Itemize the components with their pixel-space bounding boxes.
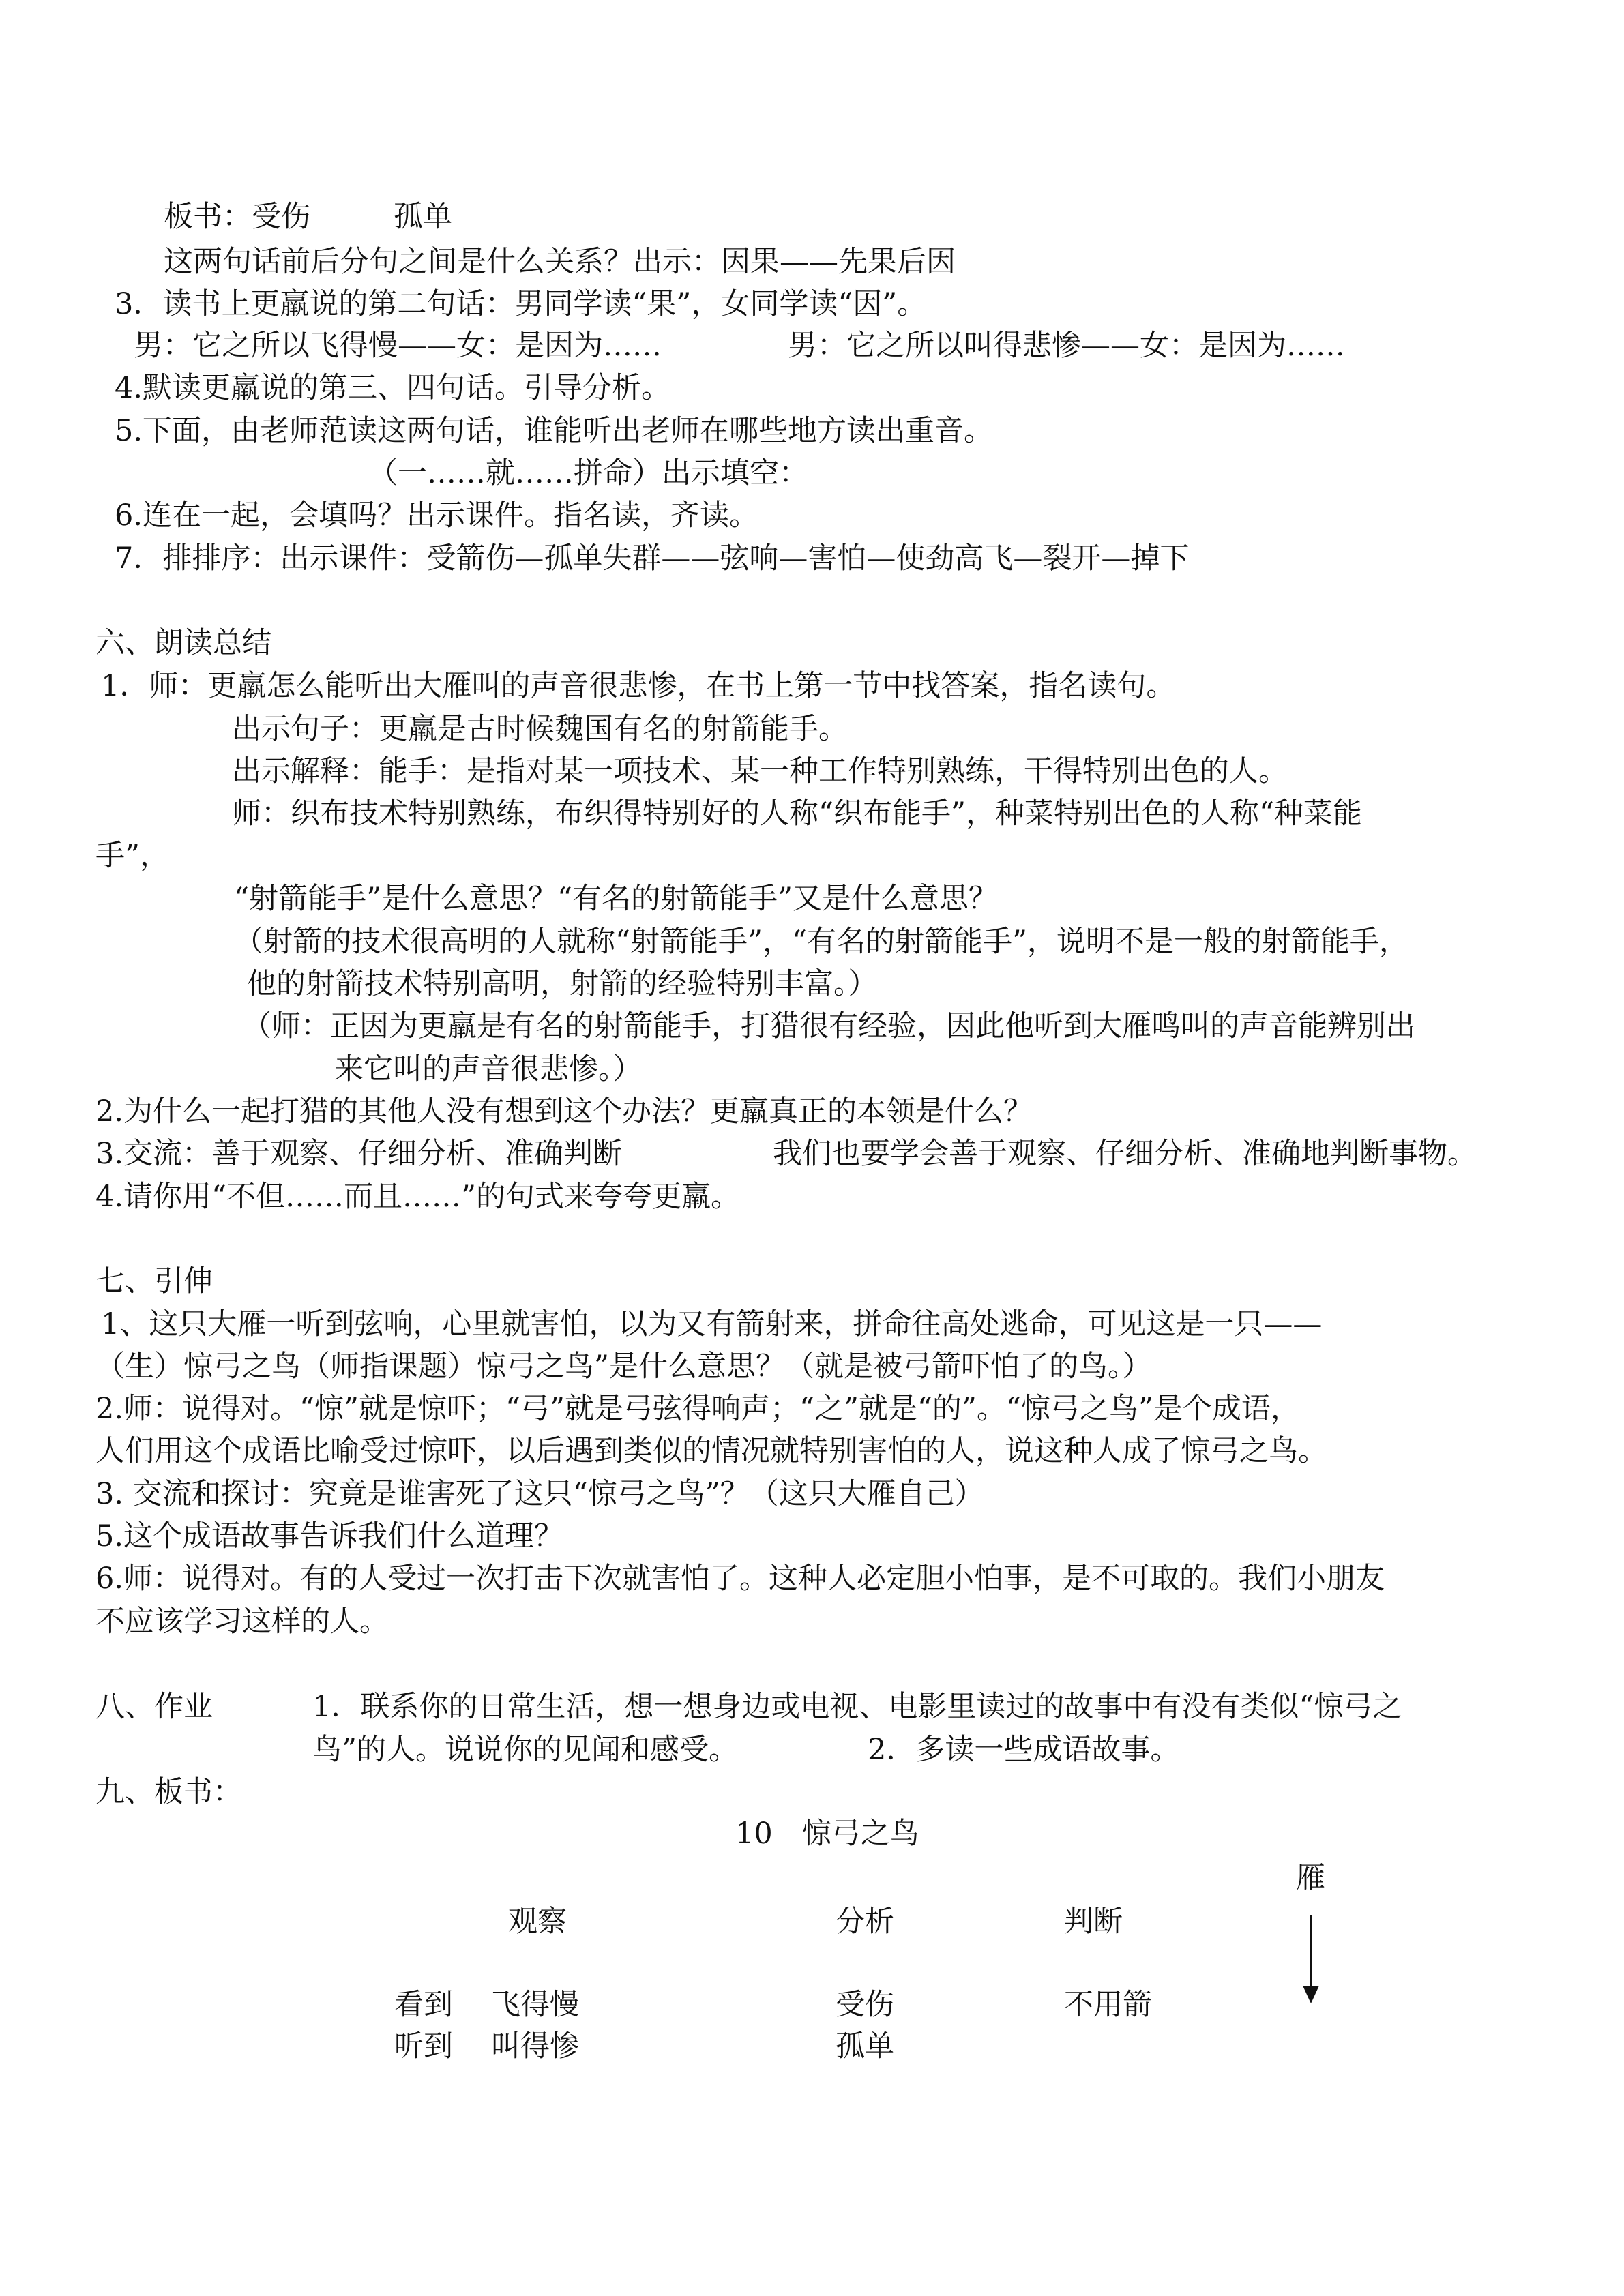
- board-col-guancha: 观察: [508, 1905, 567, 1939]
- text-line: 他的射箭技术特别高明，射箭的经验特别丰富。）: [247, 967, 878, 1001]
- text-line: （生）惊弓之鸟（师指课题）惊弓之鸟”是什么意思？（就是被弓箭吓怕了的鸟。）: [95, 1350, 1152, 1384]
- text-line: 1、这只大雁一听到弦响，心里就害怕，以为又有箭射来，拼命往高处逃命，可见这是一只——: [101, 1307, 1323, 1341]
- section-heading: 八、作业: [95, 1690, 213, 1724]
- text-line: 4.默读更羸说的第三、四句话。引导分析。: [115, 371, 671, 405]
- text-line: （师：正因为更羸是有名的射箭能手，打猎很有经验，因此他听到大雁鸣叫的声音能辨别出: [242, 1009, 1415, 1043]
- board-cell: 受伤: [836, 1988, 894, 2022]
- text-line: 板书：受伤: [164, 200, 310, 234]
- board-row-label: 看到: [394, 1988, 453, 2022]
- text-line: 不应该学习这样的人。: [95, 1605, 389, 1639]
- text-line: 我们也要学会善于观察、仔细分析、准确地判断事物。: [773, 1137, 1477, 1171]
- section-heading: 九、板书：: [95, 1775, 242, 1809]
- board-cell: 飞得慢: [491, 1988, 579, 2022]
- text-line: 男：它之所以叫得悲惨——女：是因为……: [788, 329, 1345, 363]
- text-line: 师：织布技术特别熟练，布织得特别好的人称“织布能手”，种菜特别出色的人称“种菜能: [232, 796, 1362, 831]
- text-line: 人们用这个成语比喻受过惊吓，以后遇到类似的情况就特别害怕的人，说这种人成了惊弓之鸟。: [95, 1434, 1327, 1468]
- text-line: 这两句话前后分句之间是什么关系？出示：因果——先果后因: [164, 245, 956, 279]
- text-line: 出示句子：更羸是古时候魏国有名的射箭能手。: [232, 712, 848, 746]
- board-title: 10 惊弓之鸟: [735, 1817, 919, 1851]
- text-line: 3. 交流和探讨：究竟是谁害死了这只“惊弓之鸟”？（这只大雁自己）: [95, 1477, 984, 1511]
- board-col-panduan: 判断: [1064, 1905, 1123, 1939]
- board-row-label: 听到: [394, 2029, 453, 2063]
- board-cell: 不用箭: [1064, 1988, 1152, 2022]
- section-heading: 七、引伸: [95, 1264, 213, 1298]
- text-line: 男：它之所以飞得慢——女：是因为……: [134, 329, 662, 363]
- text-line: 4.请你用“不但……而且……”的句式来夸夸更羸。: [95, 1180, 740, 1214]
- text-line: 2.师：说得对。“惊”就是惊吓；“弓”就是弓弦得响声；“之”就是“的”。“惊弓之鸟”是个成语，: [95, 1392, 1300, 1426]
- text-line: 2．多读一些成语故事。: [868, 1733, 1180, 1767]
- text-line: 3.交流：善于观察、仔细分析、准确判断: [95, 1137, 623, 1171]
- text-line: 鸟”的人。说说你的见闻和感受。: [312, 1733, 738, 1767]
- board-yan: 雁: [1296, 1861, 1325, 1895]
- text-line: 出示解释：能手：是指对某一项技术、某一种工作特别熟练，干得特别出色的人。: [232, 754, 1288, 788]
- section-heading: 六、朗读总结: [95, 626, 271, 660]
- text-line: （射箭的技术很高明的人就称“射箭能手”，“有名的射箭能手”，说明不是一般的射箭能手，: [234, 925, 1408, 959]
- text-line: 7．排排序：出示课件：受箭伤—孤单失群——弦响—害怕—使劲高飞—裂开—掉下: [115, 541, 1190, 576]
- text-line: （一……就……拼命）出示填空：: [368, 456, 808, 490]
- text-line: “射箭能手”是什么意思？“有名的射箭能手”又是什么意思？: [234, 882, 998, 916]
- text-line: 5.下面，由老师范读这两句话，谁能听出老师在哪些地方读出重音。: [115, 414, 994, 448]
- text-line: 手”，: [95, 839, 169, 873]
- text-line: 来它叫的声音很悲惨。）: [334, 1052, 643, 1086]
- text-line: 1．师：更羸怎么能听出大雁叫的声音很悲惨，在书上第一节中找答案，指名读句。: [101, 669, 1176, 703]
- board-col-fenxi: 分析: [836, 1905, 894, 1939]
- text-line: 3．读书上更羸说的第二句话：男同学读“果”，女同学读“因”。: [115, 287, 927, 321]
- board-cell: 孤单: [836, 2029, 894, 2063]
- text-line: 6.连在一起，会填吗？出示课件。指名读，齐读。: [115, 498, 759, 533]
- text-line: 孤单: [394, 200, 452, 234]
- text-line: 6.师：说得对。有的人受过一次打击下次就害怕了。这种人必定胆小怕事，是不可取的。我们小朋友: [95, 1562, 1385, 1596]
- board-cell: 叫得惨: [491, 2029, 579, 2063]
- text-line: 5.这个成语故事告诉我们什么道理？: [95, 1519, 564, 1553]
- text-line: 1．联系你的日常生活，想一想身边或电视、电影里读过的故事中有没有类似“惊弓之: [312, 1690, 1402, 1724]
- text-line: 2.为什么一起打猎的其他人没有想到这个办法？更羸真正的本领是什么？: [95, 1094, 1033, 1129]
